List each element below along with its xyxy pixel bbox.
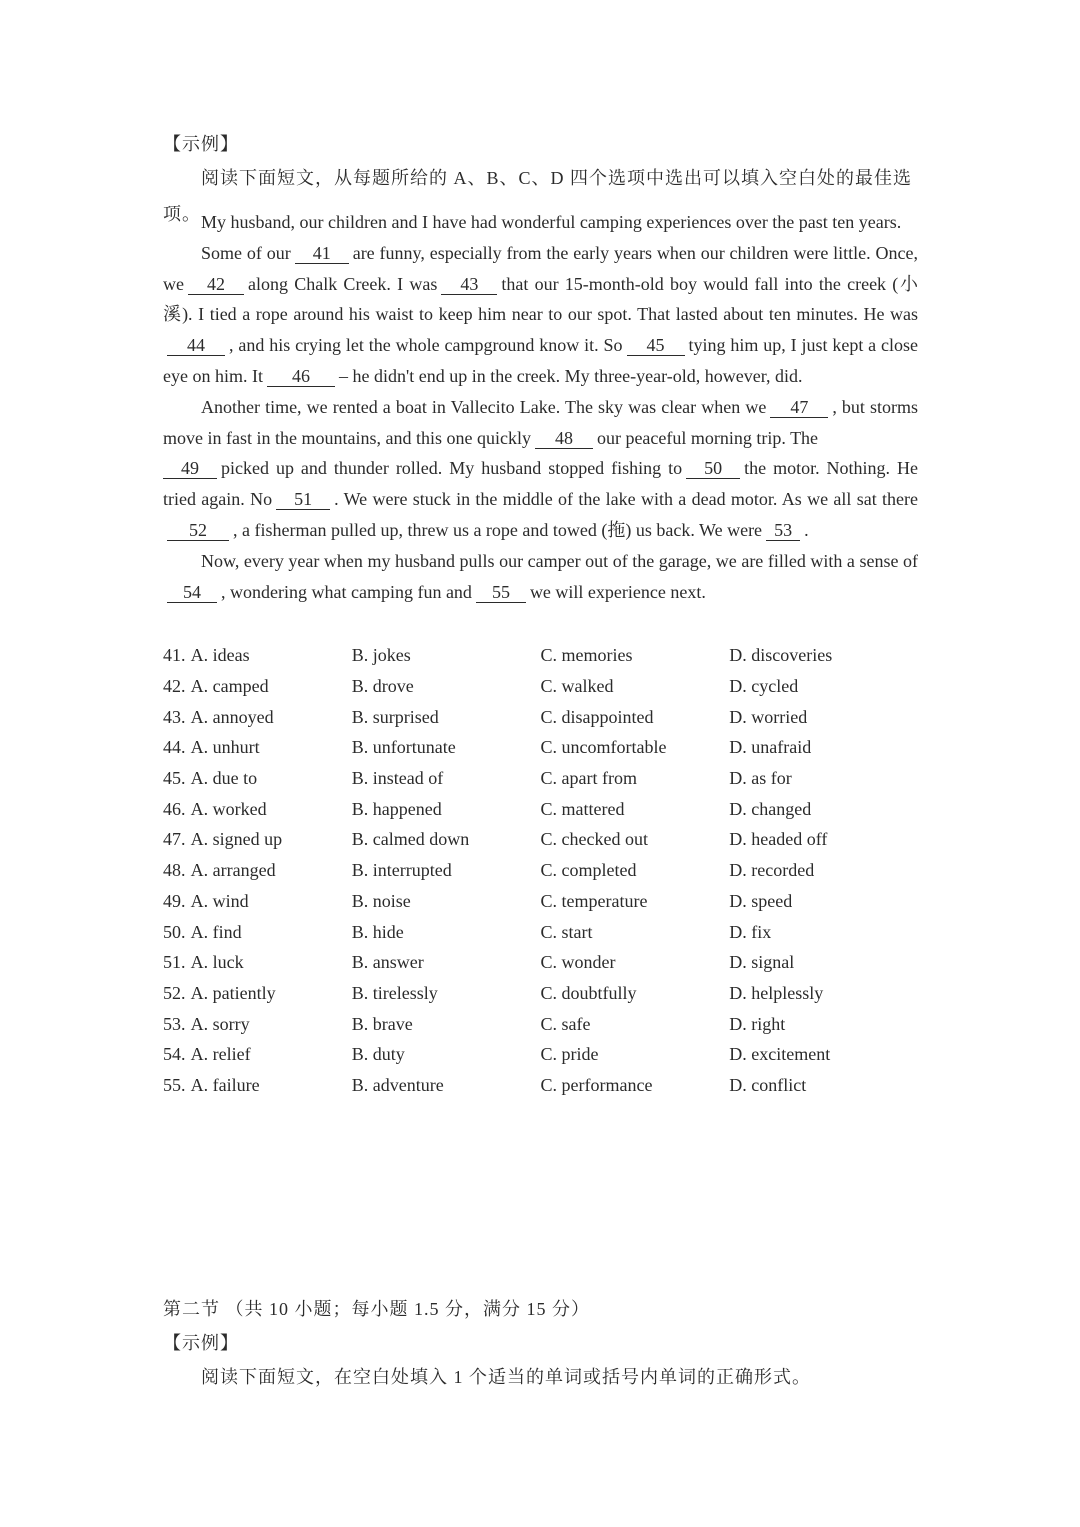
text-segment: , a fisherman pulled up, threw us a rope and towed (拖) us back. We were [233,519,763,540]
option-a: A. wind [190,890,249,911]
option-d: D. recorded [729,860,815,881]
question-number: 53. [163,1013,186,1034]
blank-49: 49 [163,458,217,479]
option-row [163,732,918,763]
option-a: A. luck [190,952,244,973]
blank-42: 42 [188,274,244,295]
option-a: A. failure [190,1074,260,1095]
option-b: B. hide [351,921,404,942]
option-b: B. interrupted [351,860,452,881]
option-c: C. start [540,921,593,942]
option-c: C. uncomfortable [540,737,667,758]
option-b: B. calmed down [351,829,470,850]
option-d: D. cycled [729,676,799,697]
option-b: B. unfortunate [351,737,456,758]
option-d: D. as for [729,768,792,789]
paragraph-1: My husband, our children and I have had wonderful camping experiences over the past ten years. [201,212,902,232]
question-number: 52. [163,982,186,1003]
option-c: C. completed [540,860,637,881]
question-number: 48. [163,860,186,881]
option-a: A. worked [190,798,267,819]
option-b: B. tirelessly [351,982,438,1003]
option-d: D. signal [729,952,795,973]
option-row [163,947,918,978]
blank-43: 43 [441,274,497,295]
blank-48: 48 [535,428,593,449]
text-segment: we will experience next. [529,581,706,602]
question-number: 47. [163,829,186,850]
option-c: C. mattered [540,798,625,819]
option-row [163,1039,918,1070]
question-number: 43. [163,706,186,727]
blank-50: 50 [686,458,740,479]
text-segment: , and his crying let the whole campground know it. So [229,335,623,356]
option-d: D. discoveries [729,645,833,666]
option-row [163,640,918,671]
option-a: A. annoyed [190,706,274,727]
option-b: B. duty [351,1044,405,1065]
option-c: C. wonder [540,952,616,973]
question-number: 41. [163,645,186,666]
blank-44: 44 [167,335,225,356]
option-b: B. jokes [351,645,411,666]
option-row [163,855,918,886]
option-c: C. disappointed [540,706,654,727]
text-segment: our peaceful morning trip. The [596,427,819,448]
text-segment: – he didn't end up in the creek. My three-year-old, however, did. [338,365,803,386]
text-segment: Now, every year when my husband pulls our camper out of the garage, we are filled with a sense of [201,550,918,571]
option-d: D. speed [729,890,793,911]
cloze-section [163,128,918,1101]
question-number: 46. [163,798,186,819]
paragraph-4 [163,453,918,545]
section-2-example-label: 【示例】 [163,1333,239,1353]
option-row [163,1009,918,1040]
question-number: 49. [163,890,186,911]
option-b: B. happened [351,798,442,819]
question-number: 55. [163,1074,186,1095]
question-number: 54. [163,1044,186,1065]
option-b: B. brave [351,1013,413,1034]
option-b: B. noise [351,890,411,911]
text-segment: Another time, we rented a boat in Vallecito Lake. The sky was clear when we [201,396,767,417]
blank-46: 46 [267,366,335,387]
option-row [163,824,918,855]
text-segment: along Chalk Creek. I was [248,273,438,294]
text-segment: that our 15-month-old boy would fall into the creek (小溪). I tied a rope around his waist to keep him near to our spot. That lasted about ten minutes. He was [163,273,919,325]
option-d: D. changed [729,798,812,819]
option-row [163,702,918,733]
option-a: A. patiently [190,982,276,1003]
option-d: D. right [729,1013,786,1034]
option-b: B. instead of [351,768,444,789]
option-c: C. safe [540,1013,591,1034]
text-segment: , but storms move in fast in the mountains, and this one quickly [163,396,919,448]
option-a: A. sorry [190,1013,250,1034]
text-segment: are funny, especially from the early years when our children were little. Once, we [163,242,919,294]
option-d: D. headed off [729,829,828,850]
option-c: C. apart from [540,768,637,789]
blank-41: 41 [295,243,349,264]
paragraph-3 [163,392,918,454]
option-row [163,671,918,702]
option-c: C. pride [540,1044,599,1065]
option-b: B. answer [351,952,424,973]
text-segment: , wondering what camping fun and [221,581,472,602]
section-2 [163,1292,918,1394]
option-a: A. camped [190,676,269,697]
option-b: B. drove [351,676,414,697]
option-d: D. excitement [729,1044,831,1065]
option-row [163,763,918,794]
section-2-title: 第二节 （共 10 小题；每小题 1.5 分，满分 15 分） [163,1299,590,1319]
option-c: C. performance [540,1074,653,1095]
paragraph-2 [163,238,918,392]
option-row [163,1070,918,1101]
blank-47: 47 [770,397,828,418]
options-list [163,640,918,1100]
option-c: C. doubtfully [540,982,637,1003]
option-a: A. due to [190,768,258,789]
option-row [163,917,918,948]
option-d: D. conflict [729,1074,807,1095]
blank-55: 55 [476,582,526,603]
paragraph-5 [163,546,918,608]
option-c: C. walked [540,676,614,697]
blank-45: 45 [627,335,685,356]
question-number: 51. [163,952,186,973]
blank-54: 54 [167,582,217,603]
option-a: A. find [190,921,242,942]
text-segment: the motor. Nothing. He tried again. No [163,458,919,510]
option-d: D. worried [729,706,808,727]
section-2-instruction: 阅读下面短文，在空白处填入 1 个适当的单词或括号内单词的正确形式。 [201,1367,811,1387]
option-c: C. memories [540,645,633,666]
question-number: 50. [163,921,186,942]
text-segment: picked up and thunder rolled. My husband stopped fishing to [221,458,683,479]
question-number: 42. [163,676,186,697]
option-c: C. checked out [540,829,648,850]
option-row [163,978,918,1009]
instruction-text: 阅读下面短文，从每题所给的 A、B、C、D 四个选项中选出可以填入空白处的最佳选项。 [163,168,913,224]
question-number: 45. [163,768,186,789]
option-a: A. signed up [190,829,283,850]
question-number: 44. [163,737,186,758]
blank-53: 53 [766,520,800,541]
passage [163,207,918,607]
option-d: D. fix [729,921,772,942]
option-d: D. unafraid [729,737,812,758]
option-c: C. temperature [540,890,648,911]
option-b: B. surprised [351,706,439,727]
option-a: A. arranged [190,860,276,881]
option-b: B. adventure [351,1074,444,1095]
text-segment: tying him up, I just kept a close eye on him. It [163,335,919,386]
option-d: D. helplessly [729,982,824,1003]
option-a: A. unhurt [190,737,260,758]
text-segment: . We were stuck in the middle of the lake with a dead motor. As we all sat there [334,489,919,510]
blank-51: 51 [276,489,330,510]
option-a: A. ideas [190,645,250,666]
option-row [163,794,918,825]
blank-52: 52 [167,520,229,541]
example-label: 【示例】 [163,134,239,154]
text-segment: Some of our [201,242,291,263]
option-a: A. relief [190,1044,251,1065]
text-segment: . [804,519,809,540]
option-row [163,886,918,917]
